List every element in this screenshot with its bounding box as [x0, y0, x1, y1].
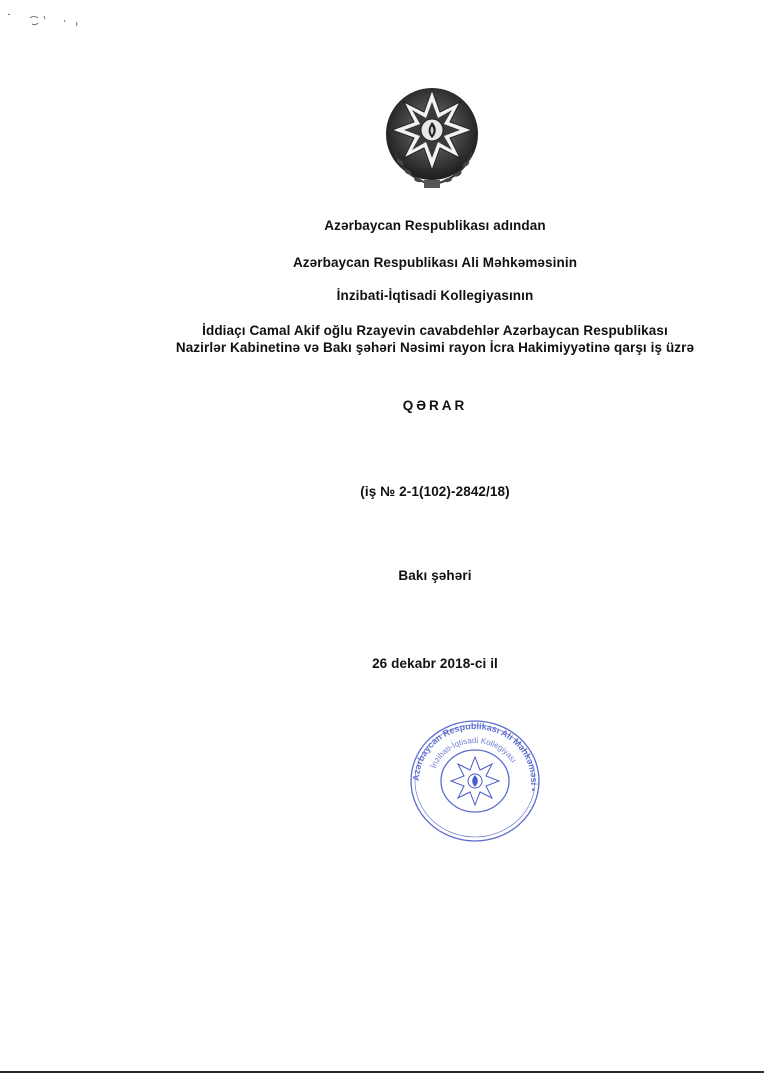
case-number: (iş № 2-1(102)-2842/18)	[360, 484, 510, 499]
decision-word: QƏRAR	[402, 398, 468, 413]
heading-line-3: İnzibati-İqtisadi Kollegiyasının	[336, 288, 534, 303]
document-date: 26 dekabr 2018-ci il	[372, 656, 498, 671]
case-title-line-1: İddiaçı Camal Akif oğlu Rzayevin cavabdehlər Azərbaycan Respublikası	[202, 323, 668, 338]
case-title-line-2: Nazirlər Kabinetinə və Bakı şəhəri Nəsimi rayon İcra Hakimiyyətinə qarşı iş üzrə	[175, 340, 695, 355]
heading-line-1: Azərbaycan Respublikası adından	[324, 218, 546, 233]
city: Bakı şəhəri	[398, 568, 472, 583]
azerbaijan-state-emblem-icon	[380, 80, 488, 192]
scan-artifact-marks	[6, 6, 86, 36]
heading-line-2: Azərbaycan Respublikası Ali Məhkəməsinin	[292, 255, 578, 270]
svg-text:İnzibati-İqtisadi Kollegiyası: İnzibati-İqtisadi Kollegiyası	[428, 735, 519, 770]
court-seal-stamp-icon	[400, 714, 550, 849]
svg-text:Azərbaycan Respublikası Ali Mə: Azərbaycan Respublikası Ali Məhkəməsi •	[410, 720, 540, 793]
page-bottom-edge	[0, 1071, 764, 1073]
